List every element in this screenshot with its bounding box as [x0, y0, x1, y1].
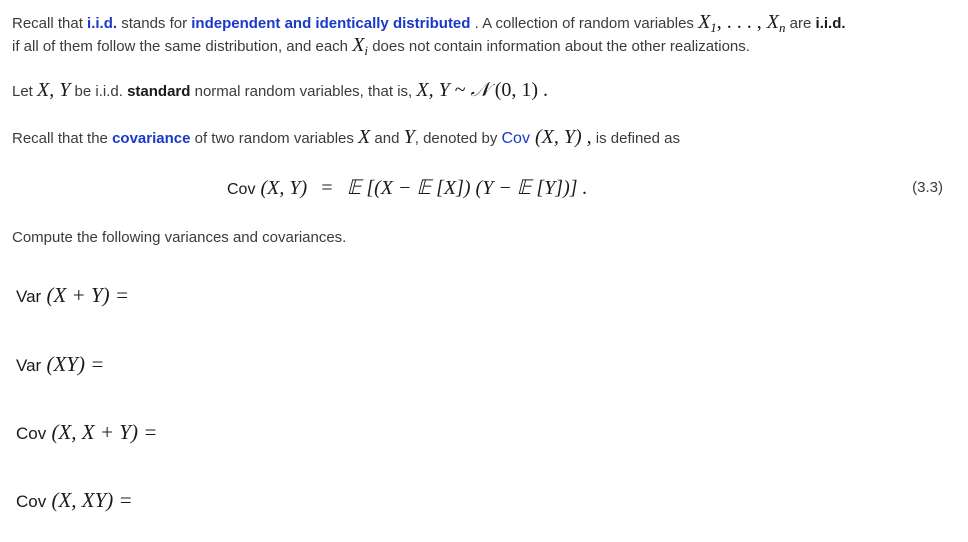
math-sim: ~ [449, 79, 471, 101]
question-expr: (X, X + Y) = [46, 420, 158, 444]
paragraph-covariance [12, 126, 680, 149]
covariance-equation [227, 175, 588, 200]
paragraph-iid-intro [12, 11, 846, 36]
eq-lhs: (X, Y) [255, 177, 308, 199]
text: normal random variables, that is, [190, 83, 417, 100]
instruction-text: Compute the following variances and covariances. [12, 229, 347, 246]
text: . A collection of random variables [470, 15, 699, 32]
question-cov-sum[interactable] [16, 420, 157, 445]
text: Let [12, 83, 38, 100]
text: Recall that [12, 15, 88, 32]
cov-operator: Cov [501, 130, 530, 147]
var-operator: Var [16, 356, 42, 375]
text: Recall that the [12, 130, 113, 147]
math-dots: , . . . , [716, 11, 767, 33]
text: are [785, 15, 816, 32]
text: be i.i.d. [70, 83, 128, 100]
text: does not contain information about the other realizations. [368, 38, 750, 55]
math-cov-args: (X, Y) , [529, 126, 592, 148]
eq-equals: = [321, 177, 333, 199]
text: and [370, 130, 404, 147]
standard-bold: standard [127, 83, 191, 100]
math-x1: $X_1$ [698, 11, 717, 35]
equation-number: (3.3) [912, 179, 943, 196]
covariance-link[interactable]: covariance [112, 130, 191, 147]
math-normal-dist: 𝒩 [470, 79, 490, 101]
text: stands for [117, 15, 192, 32]
iid-term-link[interactable]: i.i.d. [87, 15, 118, 32]
math-xy: X, Y [37, 79, 71, 101]
text: if all of them follow the same distribution, and each [12, 38, 353, 55]
cov-operator: Cov [16, 424, 47, 443]
cov-operator: Cov [16, 492, 47, 511]
iid-definition-link[interactable]: independent and identically distributed [191, 15, 471, 32]
eq-rhs: 𝔼 [(X − 𝔼 [X]) (Y − 𝔼 [Y])] . [346, 177, 588, 199]
question-expr: (X + Y) = [41, 283, 130, 307]
math-params: (0, 1) . [489, 79, 549, 101]
question-cov-product[interactable] [16, 488, 133, 513]
eq-cov-operator: Cov [227, 181, 256, 198]
math-xi: $X_i$ [352, 34, 369, 58]
text: , denoted by [414, 130, 502, 147]
text: of two random variables [190, 130, 359, 147]
text: is defined as [591, 130, 680, 147]
iid-bold: i.i.d. [815, 15, 846, 32]
paragraph-iid-intro-line2 [12, 34, 750, 59]
math-xn: $X_n$ [766, 11, 786, 35]
math-xy2: X, Y [416, 79, 450, 101]
math-x: X [358, 126, 371, 148]
question-var-sum[interactable] [16, 283, 129, 308]
paragraph-standard-normal [12, 79, 548, 102]
question-expr: (X, XY) = [46, 488, 133, 512]
math-y: Y [403, 126, 415, 148]
var-operator: Var [16, 287, 42, 306]
question-var-product[interactable] [16, 352, 104, 377]
question-expr: (XY) = [41, 352, 105, 376]
